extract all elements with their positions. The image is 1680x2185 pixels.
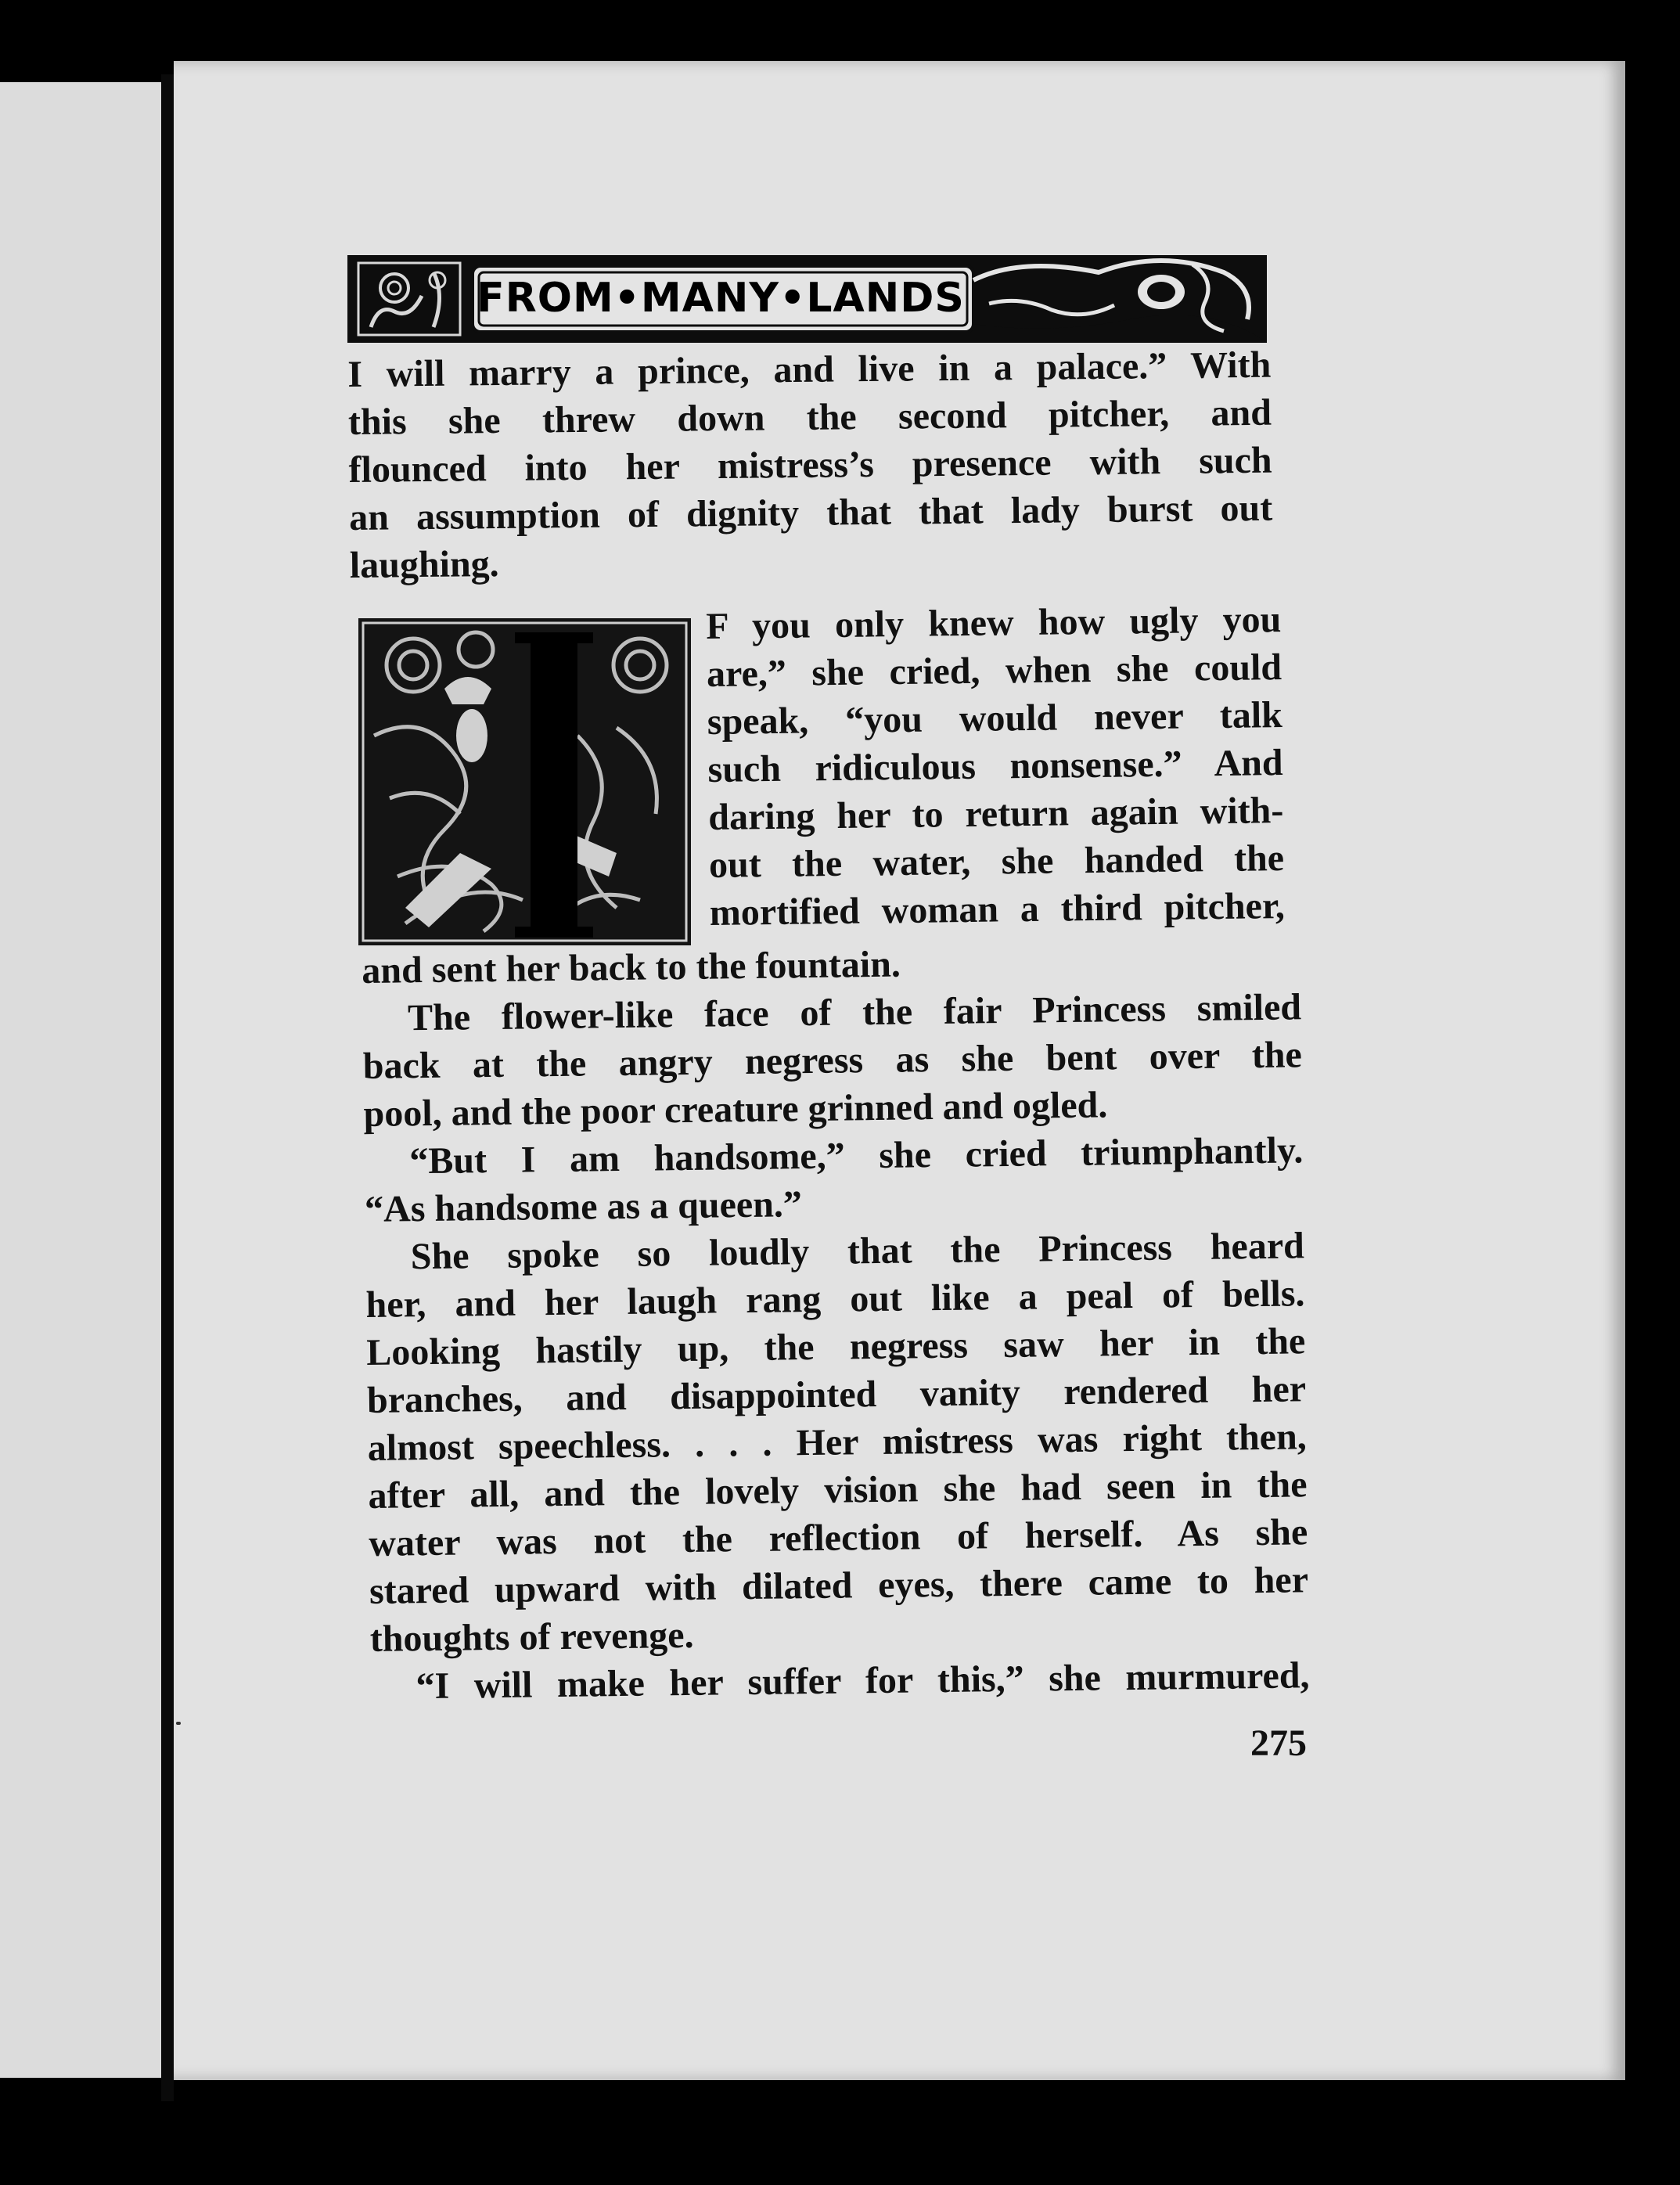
rose-ornament-icon [358,263,460,335]
text-line: pool, and the poor creature grinned and ogled. [363,1084,1108,1135]
text-line: back at the angry negress as she bent over the [362,1034,1303,1087]
text-line: speak, “you would never talk [707,694,1283,743]
text-line: this she threw down the second pitcher, and [347,391,1272,443]
text-line: “But I am handsome,” she cried triumphantly. [409,1129,1304,1182]
text-line: I will marry a prince, and live in a palace.” With [347,344,1272,395]
text-line: The flower-like face of the fair Princess smiled [407,986,1302,1039]
text-line: laughing. [349,542,499,586]
illustrated-dropcap [358,618,691,945]
text-line: thoughts of revenge. [369,1614,694,1660]
text-line: “As handsome as a queen.” [364,1183,803,1230]
text-line: branches, and disappointed vanity rendered her [366,1368,1307,1421]
text-line: an assumption of dignity that that lady burst out [348,487,1273,538]
text-line: and sent her back to the fountain. [362,943,901,992]
text-line: almost speechless. . . . Her mistress was right then, [367,1416,1308,1469]
text-line: Looking hastily up, the negress saw her in the [366,1320,1306,1373]
chapter-banner [347,249,1267,349]
book-gutter [161,74,174,2101]
text-line: water was not the reflection of herself. As she [368,1511,1308,1564]
text-line: daring her to return again with- [708,790,1284,838]
page-speck [176,1722,181,1725]
text-line: after all, and the lovely vision she had seen in the [368,1463,1308,1517]
page-number: 275 [1250,1722,1307,1764]
text-line: F you only knew how ugly you [706,599,1282,647]
text-line: are,” she cried, when she could [706,646,1282,695]
body-text [362,935,1310,1711]
paragraph-continued [347,341,1273,589]
text-line: stared upward with dilated eyes, there came to her [369,1559,1309,1612]
banner-title: FROM•MANY•LANDS [477,275,965,322]
dropcap-paragraph [706,596,1285,937]
text-line: such ridiculous nonsense.” And [707,742,1283,790]
text-line: mortified woman a third pitcher, [709,884,1286,934]
previous-page-edge [0,82,161,2078]
text-line: “I will make her suffer for this,” she murmured, [416,1654,1310,1708]
text-line: flounced into her mistress’s presence with such [348,439,1272,491]
text-line: She spoke so loudly that the Princess heard [410,1225,1305,1278]
text-line: out the water, she handed the [708,837,1285,886]
text-line: her, and her laugh rang out like a peal of bells. [365,1272,1305,1326]
illustrated-dropcap-icon [358,618,691,945]
